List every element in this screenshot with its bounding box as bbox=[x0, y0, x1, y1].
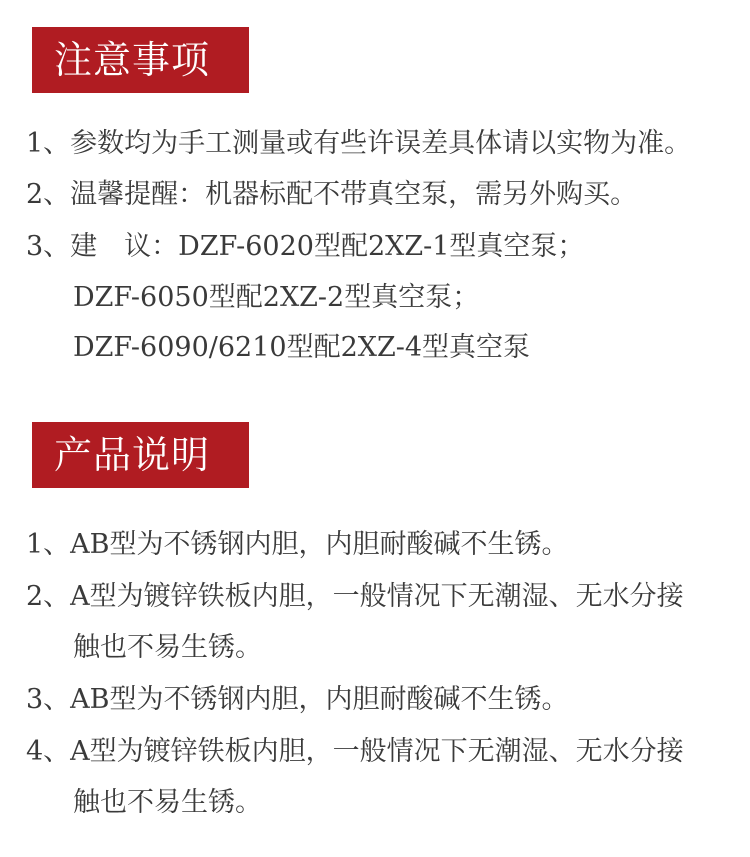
notice-line-2: 2、温馨提醒：机器标配不带真空泵，需另外购买。 bbox=[26, 179, 638, 210]
description-line-6: 触也不易生锈。 bbox=[73, 787, 262, 818]
description-line-5: 4、A型为镀锌铁板内胆，一般情况下无潮湿、无水分接 bbox=[26, 736, 684, 767]
notice-line-1: 1、参数均为手工测量或有些许误差具体请以实物为准。 bbox=[26, 128, 692, 159]
notice-line-4: DZF-6050型配2XZ-2型真空泵； bbox=[73, 282, 480, 313]
notice-line-5: DZF-6090/6210型配2XZ-4型真空泵 bbox=[73, 332, 531, 363]
notice-line-3: 3、建 议：DZF-6020型配2XZ-1型真空泵； bbox=[26, 231, 585, 262]
description-line-3: 触也不易生锈。 bbox=[73, 632, 262, 663]
description-line-4: 3、AB型为不锈钢内胆，内胆耐酸碱不生锈。 bbox=[26, 684, 569, 715]
description-line-1: 1、AB型为不锈钢内胆，内胆耐酸碱不生锈。 bbox=[26, 529, 569, 560]
notice-section-title: 注意事项 bbox=[32, 27, 249, 93]
description-section-title: 产品说明 bbox=[32, 422, 249, 488]
description-line-2: 2、A型为镀锌铁板内胆，一般情况下无潮湿、无水分接 bbox=[26, 581, 684, 612]
